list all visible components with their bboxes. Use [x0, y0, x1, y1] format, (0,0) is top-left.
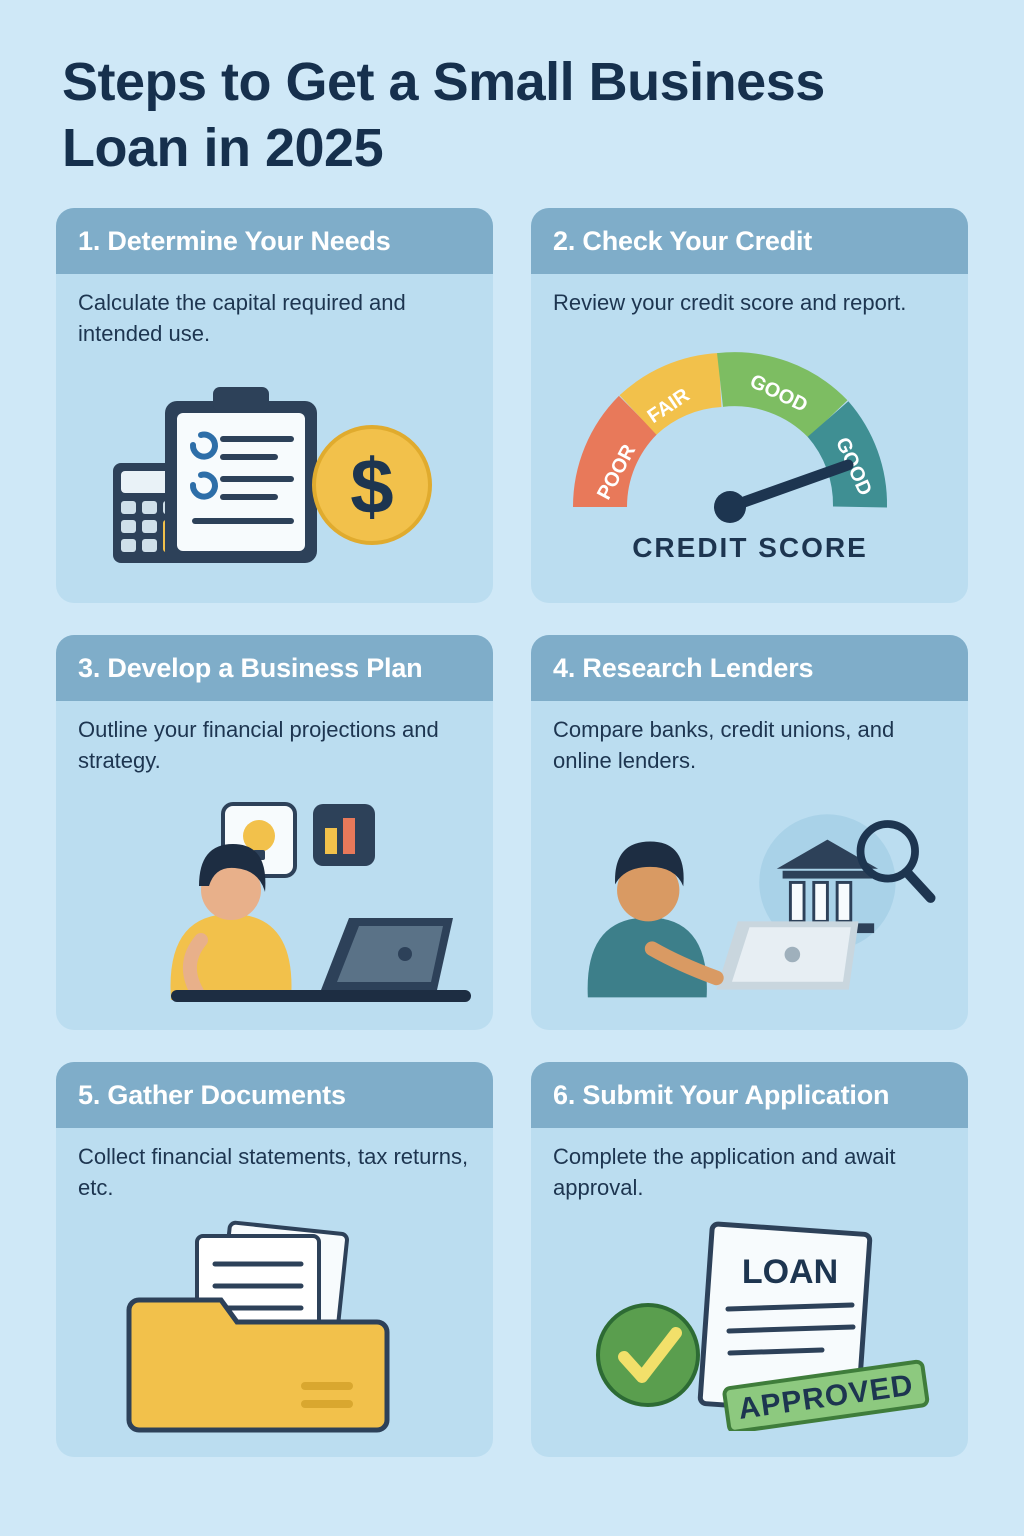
gauge-label-good: GOOD: [745, 370, 811, 417]
research-lenders-illustration-icon: [531, 776, 968, 1030]
step-card-1-description: Calculate the capital required and intended use.: [78, 290, 406, 346]
steps-grid: [56, 208, 968, 1457]
loan-approved-icon: [531, 1203, 968, 1457]
step-card-1: [56, 208, 493, 603]
documents-folder-icon: [56, 1203, 493, 1457]
step-card-4: [531, 635, 968, 1030]
step-card-3: [56, 635, 493, 1030]
step-card-4-header: [531, 635, 968, 702]
step-card-6-heading: 6. Submit Your Application: [553, 1079, 890, 1110]
step-card-1-heading: 1. Determine Your Needs: [78, 225, 391, 256]
step-card-2: [531, 208, 968, 603]
svg-text:$: $: [349, 441, 394, 530]
gauge-label-excellent: GOOD: [830, 433, 876, 499]
step-card-5-heading: 5. Gather Documents: [78, 1079, 346, 1110]
step-card-6: [531, 1062, 968, 1457]
gauge-label-fair: FAIR: [643, 383, 694, 428]
gauge-caption: CREDIT SCORE: [631, 531, 868, 563]
clipboard-checklist-icon: [56, 349, 493, 603]
loan-document-title: LOAN: [741, 1252, 838, 1291]
step-card-3-header: [56, 635, 493, 702]
step-card-2-header: [531, 208, 968, 275]
step-card-4-description: Compare banks, credit unions, and online lenders.: [553, 717, 895, 773]
step-card-5-header: [56, 1062, 493, 1129]
step-card-2-description: Review your credit score and report.: [553, 290, 907, 316]
gauge-label-poor: POOR: [592, 440, 640, 504]
step-card-6-header: [531, 1062, 968, 1129]
step-card-1-header: [56, 208, 493, 275]
page-title: Steps to Get a Small Business Loan in 2025: [62, 52, 825, 178]
step-card-6-description: Complete the application and await approval.: [553, 1144, 896, 1200]
step-card-3-description: Outline your financial projections and strategy.: [78, 717, 439, 773]
approved-stamp-label: APPROVED: [735, 1368, 916, 1426]
credit-score-gauge-icon: [531, 319, 968, 603]
step-card-2-heading: 2. Check Your Credit: [553, 225, 813, 256]
step-card-4-heading: 4. Research Lenders: [553, 652, 814, 683]
step-card-5-description: Collect financial statements, tax returns, etc.: [78, 1144, 469, 1200]
step-card-5: [56, 1062, 493, 1457]
business-plan-illustration-icon: [56, 776, 493, 1030]
step-card-3-heading: 3. Develop a Business Plan: [78, 652, 423, 683]
